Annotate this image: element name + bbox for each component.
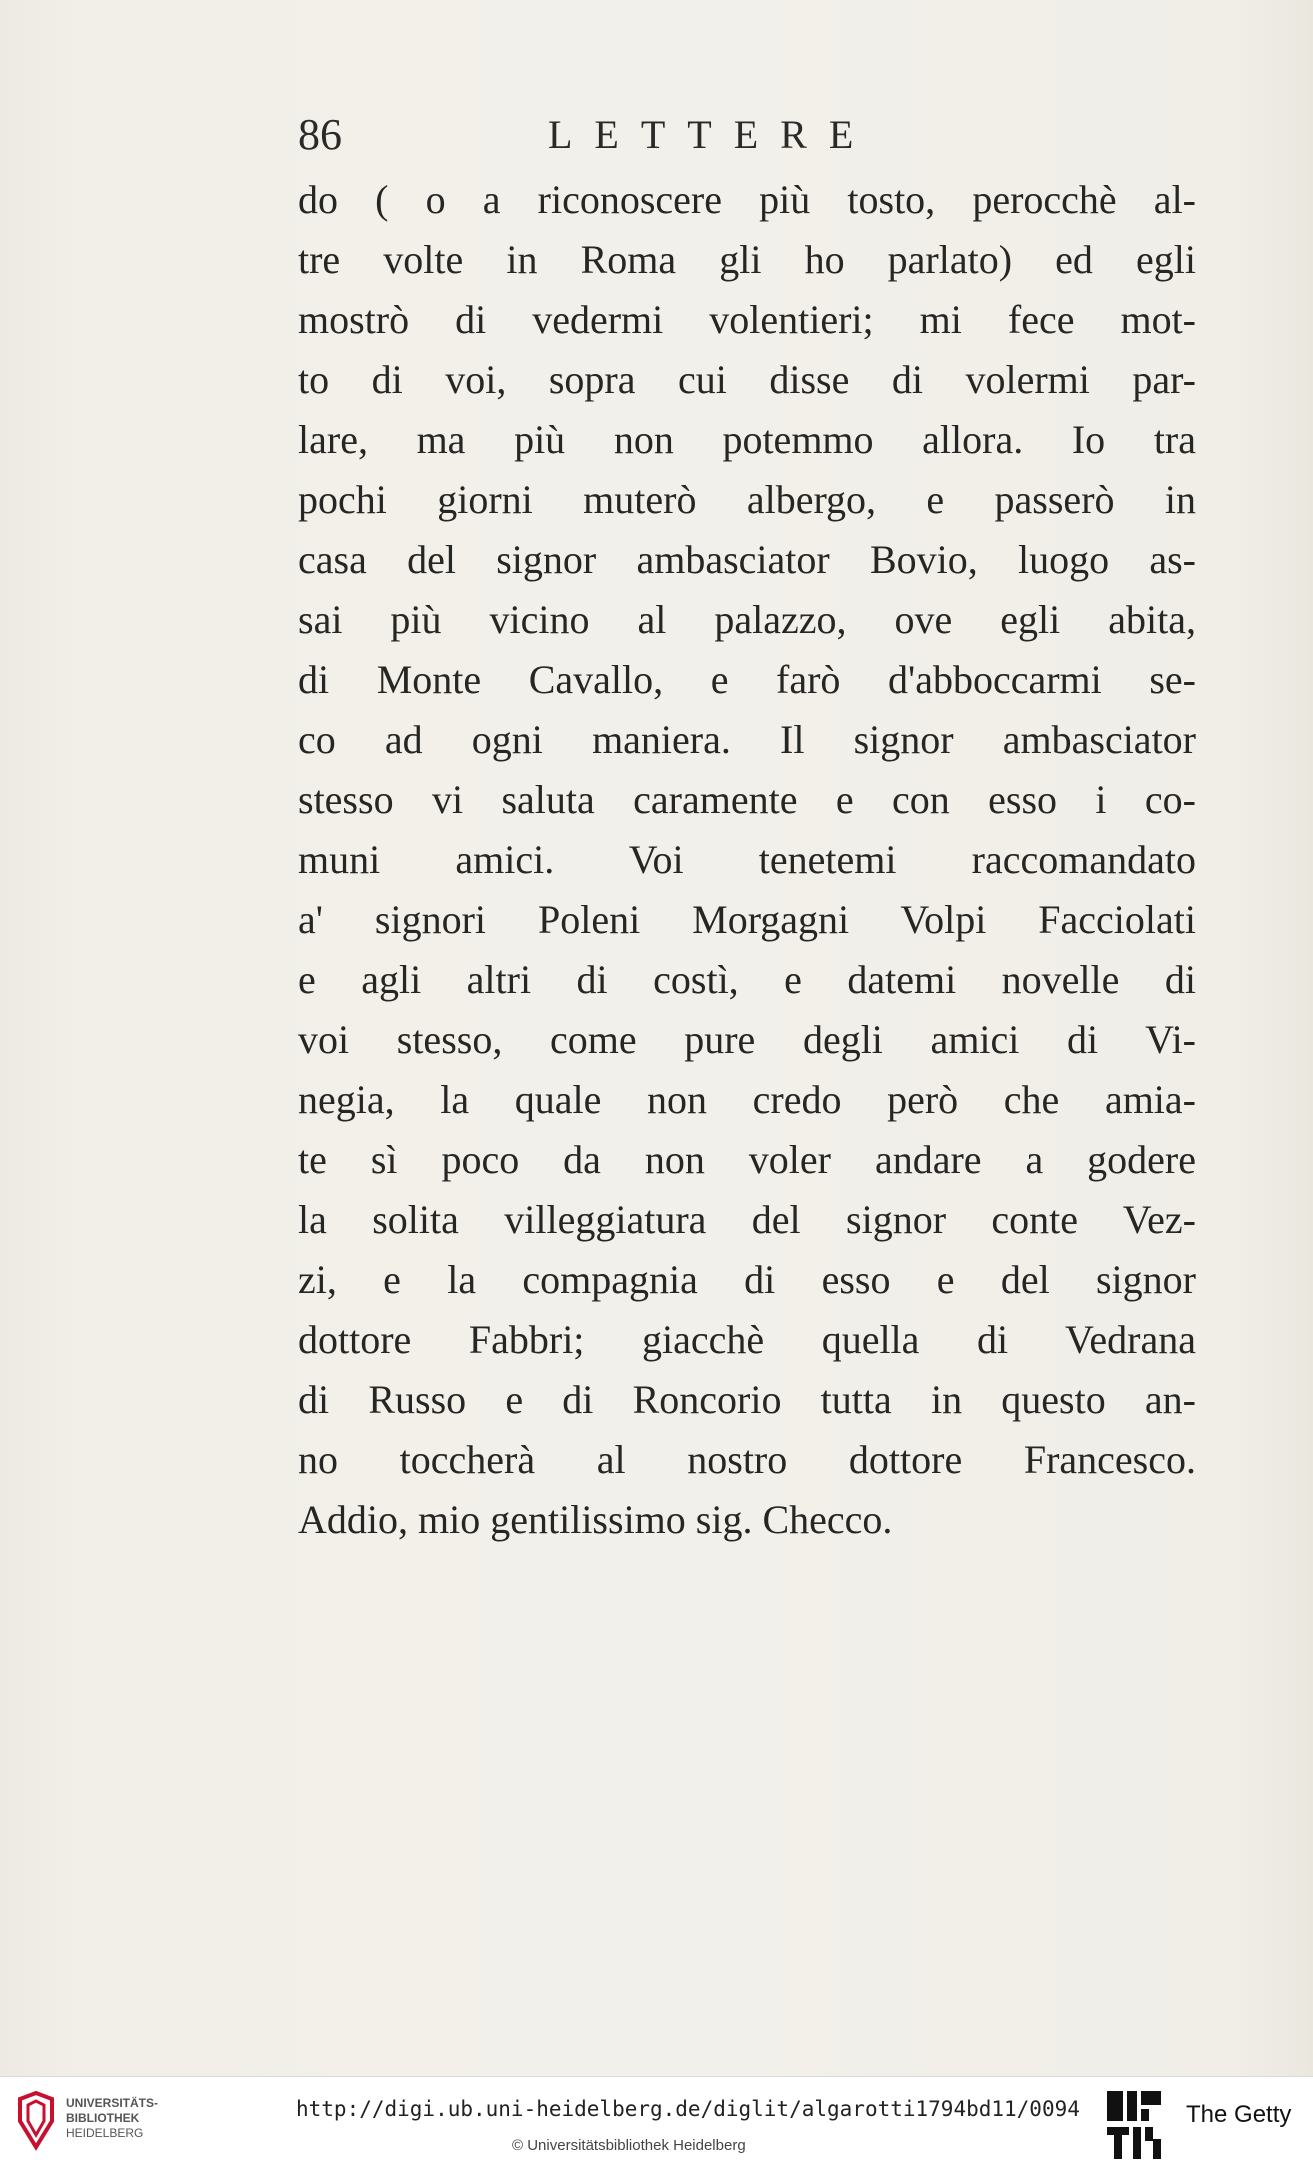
text-line: to di voi, sopra cui disse di volermi par-: [298, 357, 1196, 402]
library-name-line2: BIBLIOTHEK: [66, 2111, 140, 2125]
library-name: [66, 2096, 158, 2141]
text-line: stesso vi saluta caramente e con esso i co-: [298, 777, 1196, 822]
text-line: voi stesso, come pure degli amici di Vi-: [298, 1017, 1196, 1062]
text-line: zi, e la compagnia di esso e del signor: [298, 1257, 1196, 1302]
viewer-footer: [0, 2076, 1313, 2170]
text-line: muni amici. Voi tenetemi raccomandato: [298, 837, 1196, 882]
text-line: mostrò di vedermi volentieri; mi fece mot-: [298, 297, 1196, 342]
text-line: te sì poco da non voler andare a godere: [298, 1137, 1196, 1182]
text-line: a' signori Poleni Morgagni Volpi Facciolati: [298, 897, 1196, 942]
text-line: la solita villeggiatura del signor conte Vez-: [298, 1197, 1196, 1242]
text-line: dottore Fabbri; giacchè quella di Vedrana: [298, 1317, 1196, 1362]
running-title: LETTERE: [548, 112, 876, 157]
text-line: pochi giorni muterò albergo, e passerò in: [298, 477, 1196, 522]
text-line-last: Addio, mio gentilissimo sig. Checco.: [298, 1497, 893, 1542]
text-line: di Monte Cavallo, e farò d'abboccarmi se-: [298, 657, 1196, 702]
copyright-notice: © Universitätsbibliothek Heidelberg: [512, 2137, 746, 2154]
text-line: co ad ogni maniera. Il signor ambasciator: [298, 717, 1196, 762]
text-line: do ( o a riconoscere più tosto, perocchè al-: [298, 177, 1196, 222]
getty-logo-icon[interactable]: [1105, 2089, 1163, 2161]
text-line: di Russo e di Roncorio tutta in questo an-: [298, 1377, 1196, 1422]
text-line: e agli altri di costì, e datemi novelle di: [298, 957, 1196, 1002]
text-line: casa del signor ambasciator Bovio, luogo as-: [298, 537, 1196, 582]
text-line: no toccherà al nostro dottore Francesco.: [298, 1437, 1196, 1482]
permalink-url[interactable]: http://digi.ub.uni-heidelberg.de/diglit/algarotti1794bd11/0094: [296, 2097, 1080, 2121]
text-line: lare, ma più non potemmo allora. Io tra: [298, 417, 1196, 462]
library-name-line1: UNIVERSITÄTS-: [66, 2096, 159, 2110]
text-line: sai più vicino al palazzo, ove egli abita,: [298, 597, 1196, 642]
ub-heidelberg-logo-icon[interactable]: [14, 2091, 58, 2151]
text-line: negia, la quale non credo però che amia-: [298, 1077, 1196, 1122]
letter-text: [298, 170, 1196, 1550]
getty-label: The Getty: [1186, 2101, 1292, 2128]
library-name-line3: HEIDELBERG: [66, 2126, 144, 2140]
page-number: 86: [298, 110, 342, 159]
page-header: [298, 105, 1198, 165]
text-line: tre volte in Roma gli ho parlato) ed egli: [298, 237, 1196, 282]
